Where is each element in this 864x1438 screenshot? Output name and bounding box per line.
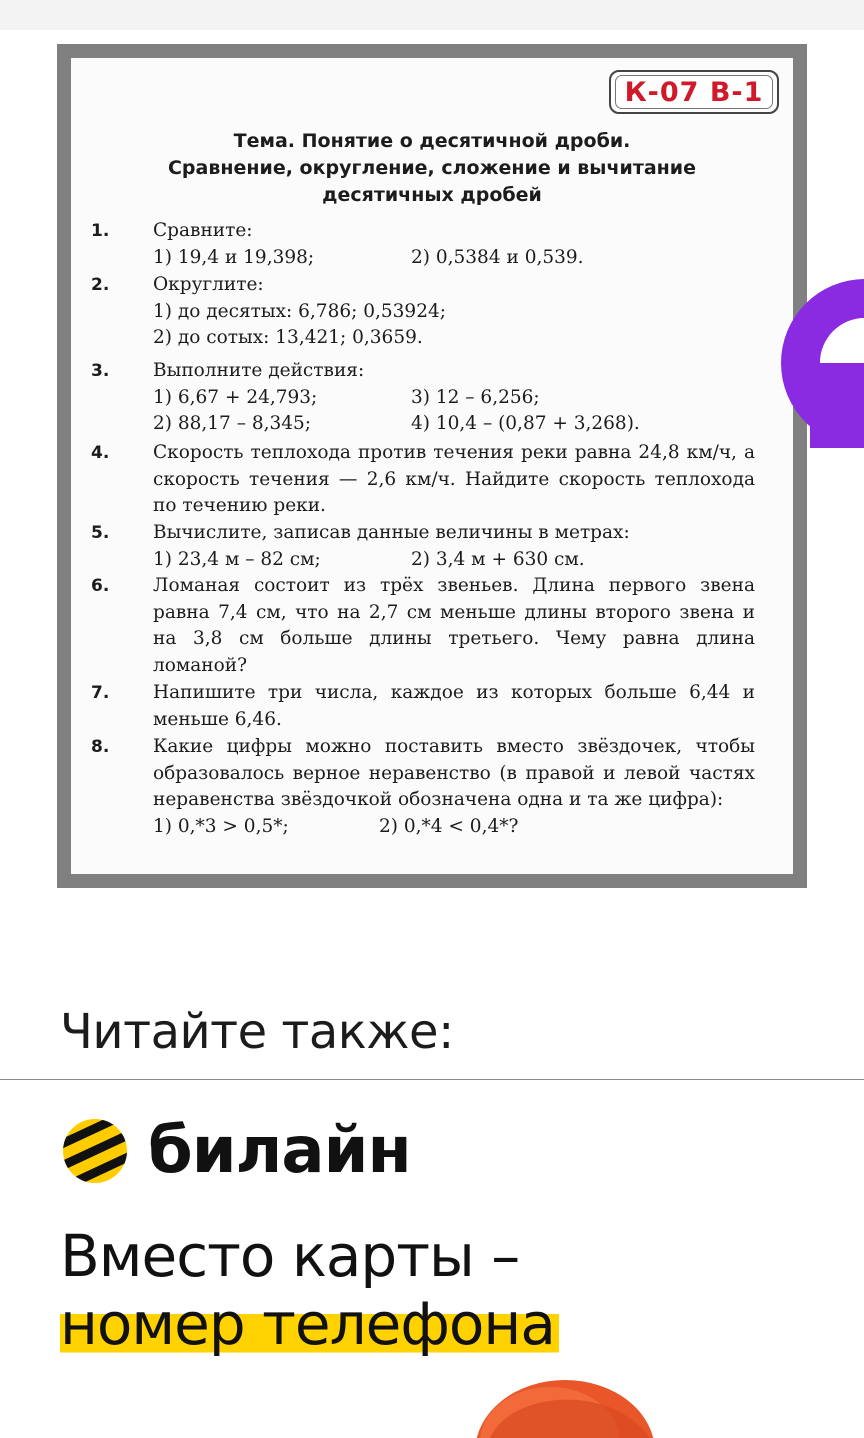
task-item: 2) 88,17 – 8,345;	[153, 413, 312, 434]
task-text: Напишите три числа, каждое из которых больше 6,44 и меньше 6,46.	[153, 682, 755, 730]
task-item: 2) 0,*4 < 0,4*?	[379, 815, 519, 837]
task-number: 6.	[91, 576, 110, 596]
topic-line: Тема. Понятие о десятичной дроби.	[233, 130, 631, 152]
task-line: Вычислите, записав данные величины в метрах:	[153, 522, 630, 543]
worksheet-image	[57, 44, 807, 888]
topic-line: Сравнение, округление, сложение и вычитание	[167, 157, 696, 179]
task-number: 7.	[91, 683, 110, 703]
worksheet-topic	[111, 128, 753, 209]
task-line: Округлите:	[153, 274, 264, 295]
task-line: 1) до десятых: 6,786; 0,53924;	[153, 300, 446, 322]
ad-brand[interactable]	[60, 1116, 411, 1186]
task-item: 3) 12 – 6,256;	[411, 386, 540, 408]
task-number: 2.	[91, 275, 110, 295]
beeline-logo-icon	[60, 1116, 130, 1186]
variant-badge-label: К-07 В-1	[615, 75, 773, 109]
task-line: Сравните:	[153, 220, 253, 241]
task-1	[91, 218, 755, 271]
task-number: 3.	[91, 361, 110, 381]
task-number: 4.	[91, 443, 110, 463]
task-item: 4) 10,4 – (0,87 + 3,268).	[411, 413, 640, 434]
ad-headline-highlight: номер телефона	[60, 1290, 559, 1358]
topic-line: десятичных дробей	[322, 184, 542, 206]
variant-badge	[609, 70, 779, 114]
task-5	[91, 520, 755, 573]
task-item: 1) 0,*3 > 0,5*;	[153, 815, 289, 837]
task-7	[91, 680, 755, 733]
task-number: 1.	[91, 221, 110, 241]
task-line: Выполните действия:	[153, 360, 365, 381]
task-item: 2) 0,5384 и 0,539.	[411, 246, 584, 268]
top-band	[0, 0, 864, 30]
side-promo-icon[interactable]	[780, 278, 864, 448]
task-line: 2) до сотых: 13,421; 0,3659.	[153, 327, 423, 348]
task-2	[91, 272, 755, 352]
task-text: Скорость теплохода против течения реки равна 24,8 км/ч, а скорость течения — 2,6 км/ч. Найдите скорость теплохода по течению реки.	[153, 442, 755, 516]
task-item: 1) 23,4 м – 82 см;	[153, 548, 321, 570]
ad-headline-line: Вместо карты –	[60, 1222, 520, 1290]
task-item: 1) 6,67 + 24,793;	[153, 386, 318, 408]
task-6	[91, 573, 755, 679]
task-item: 1) 19,4 и 19,398;	[153, 246, 315, 268]
task-number: 5.	[91, 523, 110, 543]
task-8	[91, 734, 755, 840]
task-item: 2) 3,4 м + 630 см.	[411, 548, 585, 570]
task-number: 8.	[91, 737, 110, 757]
ad-photo	[450, 1372, 680, 1438]
task-3	[91, 358, 755, 438]
task-4	[91, 440, 755, 520]
read-also-heading: Читайте также:	[60, 1004, 454, 1060]
ad-headline[interactable]	[60, 1222, 559, 1358]
divider	[0, 1079, 864, 1080]
brand-name: билайн	[148, 1114, 411, 1188]
task-text: Ломаная состоит из трёх звеньев. Длина первого звена равна 7,4 см, что на 2,7 см меньше длины второго звена и на 3,8 см больше длины третьего. Чему равна длина ломаной?	[153, 575, 755, 676]
task-text: Какие цифры можно поставить вместо звёздочек, чтобы образовалось верное неравенство (в правой и левой частях неравенства звёздочкой обозначена одна и та же цифра):	[153, 736, 755, 810]
